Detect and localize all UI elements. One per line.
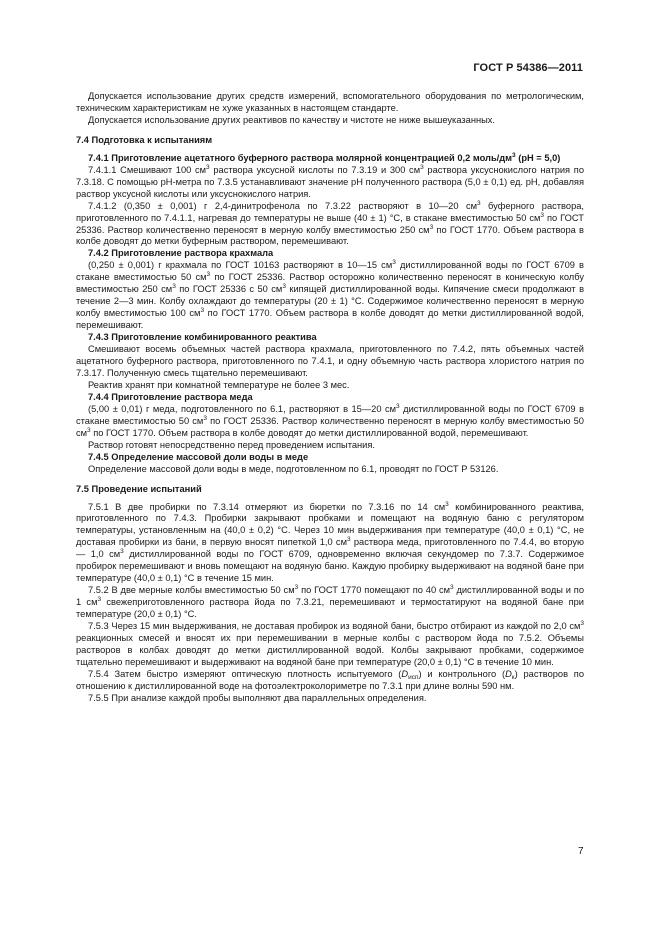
- paragraph-7-4-2: (0,250 ± 0,001) г крахмала по ГОСТ 10163 растворяют в 10—15 $см^3$ дистиллированной воды по ГОСТ 6709 в стакане вместимостью 50 $см^3$ по ГОСТ 25336. Раствор осторожно количественно переносят в коническую колбу вместимостью 250 $см^3$ по ГОСТ 25336 с 50 $см^3$ кипящей дистиллированной воды. Кипячение смеси продолжают в течение 2—3 мин. Колбу охлаждают до температуры (20 ± 1) °С. Содержимое количественно переносят в мерную колбу вместимостью 100 $см^3$ по ГОСТ 1770. Объем раствора в колбе доводят до метки дистиллированной водой, перемешивают.: [76, 259, 585, 331]
- intro-paragraph-1: Допускается использование других средств измерений, вспомогательного оборудования по метрологическим, техническим характеристикам не хуже указанных в настоящем стандарте.: [76, 91, 584, 113]
- subsection-7-4-3-heading: 7.4.3 Приготовление комбинированного реактива: [88, 332, 317, 343]
- paragraph-7-4-4-1: (5,00 ± 0,01) г меда, подготовленного по 6.1, растворяют в 15—20 $см^3$ дистиллированной воды по ГОСТ 6709 в стакане вместимостью 50 $см^3$ по ГОСТ 25336. Раствор количественно переносят в мерную колбу вместимостью 50 $см^3$ по ГОСТ 1770. Объем раствора в колбе доводят до метки дистиллированной водой, перемешивают.: [76, 402, 585, 438]
- subsection-7-4-4-heading: 7.4.4 Приготовление раствора меда: [88, 391, 253, 402]
- subsection-7-4-2-heading: 7.4.2 Приготовление раствора крахмала: [88, 248, 274, 259]
- section-7-4-heading: 7.4 Подготовка к испытаниям: [76, 134, 213, 145]
- subsection-7-4-1-heading: 7.4.1 Приготовление ацетатного буферного раствора молярной концентрацией 0,2 моль/$дм^3$ (pH = 5,0): [88, 151, 561, 163]
- paragraph-7-4-3-2: Реактив хранят при комнатной температуре не более 3 мес.: [88, 379, 350, 390]
- paragraph-7-4-4-2: Раствор готовят непосредственно перед проведением испытания.: [88, 439, 375, 450]
- paragraph-7-4-3-1: Смешивают восемь объемных частей раствора крахмала, приготовленного по 7.4.2, пять объемных частей ацетатного буферного раствора, приготовленного по 7.4.1, и одну объемную часть раствора хлористого натрия по 7.3.17. Полученную смесь тщательно перемешивают.: [76, 344, 584, 378]
- subsection-7-4-5-heading: 7.4.5 Определение массовой доли воды в меде: [88, 451, 309, 462]
- paragraph-7-5-3: 7.5.3 Через 15 мин выдерживания, не доставая пробирок из водяной бани, быстро отбирают из каждой по 2,0 $см^3$ реакционных смесей и вносят их при перемешивании в мерные колбы с раствором йода по 7.5.2. Объемы растворов в колбах доводят до метки дистиллированной водой. Колбы закрывают пробками, содержимое тщательно перемешивают и выдерживают на водяной бане при температуре (20,0 ± 0,1) °С в течение 10 мин.: [76, 620, 584, 667]
- section-7-5-heading: 7.5 Проведение испытаний: [76, 483, 202, 494]
- paragraph-7-5-1: 7.5.1 В две пробирки по 7.3.14 отмеряют из бюретки по 7.3.16 по 14 $см^3$ комбинированного реактива, приготовленного по 7.4.3. Пробирки закрывают пробками и помещают на водяную баню с регулятором температуры, установленным на (40,0 ± 0,2) °С. Через 10 мин выдерживания при температуре (40,0 ± 0,1) °С, не доставая пробирки из бани, в первую вносят пипеткой 1,0 $см^3$ раствора меда, приготовленного по 7.4.4, во вторую — 1,0 $см^3$ дистиллированной воды по ГОСТ 6709, одновременно включая секундомер по 7.3.7. Содержимое пробирок перемешивают и вновь помещают на водяную баню. Каждую пробирку выдерживают на водяной бане при температуре (40,0 ± 0,1) °С в течение 15 мин.: [76, 500, 584, 584]
- paragraph-7-4-5: Определение массовой доли воды в меде, подготовленном по 6.1, проводят по ГОСТ Р 53126.: [88, 463, 499, 474]
- page-number: 7: [578, 846, 584, 857]
- paragraph-7-4-1-2: 7.4.1.2 (0,350 ± 0,001) г 2,4-динитрофенола по 7.3.22 растворяют в 10—20 $см^3$ буферного раствора, приготовленного по 7.4.1.1, нагревая до температуры не выше (40 ± 1) °С, в стакане вместимостью 50 $см^3$ по ГОСТ 25336. Раствор количественно переносят в мерную колбу вместимостью 250 $см^3$ по ГОСТ 1770. Объем раствора в колбе доводят до метки буферным раствором, перемешивают.: [76, 199, 584, 247]
- standard-header: ГОСТ Р 54386—2011: [473, 62, 583, 74]
- paragraph-7-5-2: 7.5.2 В две мерные колбы вместимостью 50 $см^3$ по ГОСТ 1770 помещают по 40 $см^3$ дистиллированной воды и по 1 $см^3$ свежеприготовленного раствора йода по 7.3.21, перемешивают и термостатируют на водяной бане при температуре (20,0 ± 0,1) °С.: [76, 584, 584, 620]
- paragraph-7-4-1-1: 7.4.1.1 Смешивают 100 $см^3$ раствора уксусной кислоты по 7.3.19 и 300 $см^3$ раствора уксуснокислого натрия по 7.3.18. С помощью рН-метра по 7.3.5 устанавливают значение рН полученного раствора (5,0 ± 0,1) ед. рН, добавляя раствор уксусной кислоты или уксуснокислого натрия.: [76, 163, 584, 199]
- intro-paragraph-2: Допускается использование других реактивов по качеству и чистоте не ниже вышеуказанных.: [88, 114, 495, 125]
- document-body: [76, 91, 584, 705]
- paragraph-7-5-5: 7.5.5 При анализе каждой пробы выполняют два параллельных определения.: [88, 692, 427, 703]
- paragraph-7-5-4: 7.5.4 Затем быстро измеряют оптическую плотность испытуемого $(D_{исп})$ и контрольного $(D_к)$ растворов по отношению к дистиллированной воде на фотоэлектроколориметре по 7.3.1 при длине волны 590 нм.: [76, 668, 585, 691]
